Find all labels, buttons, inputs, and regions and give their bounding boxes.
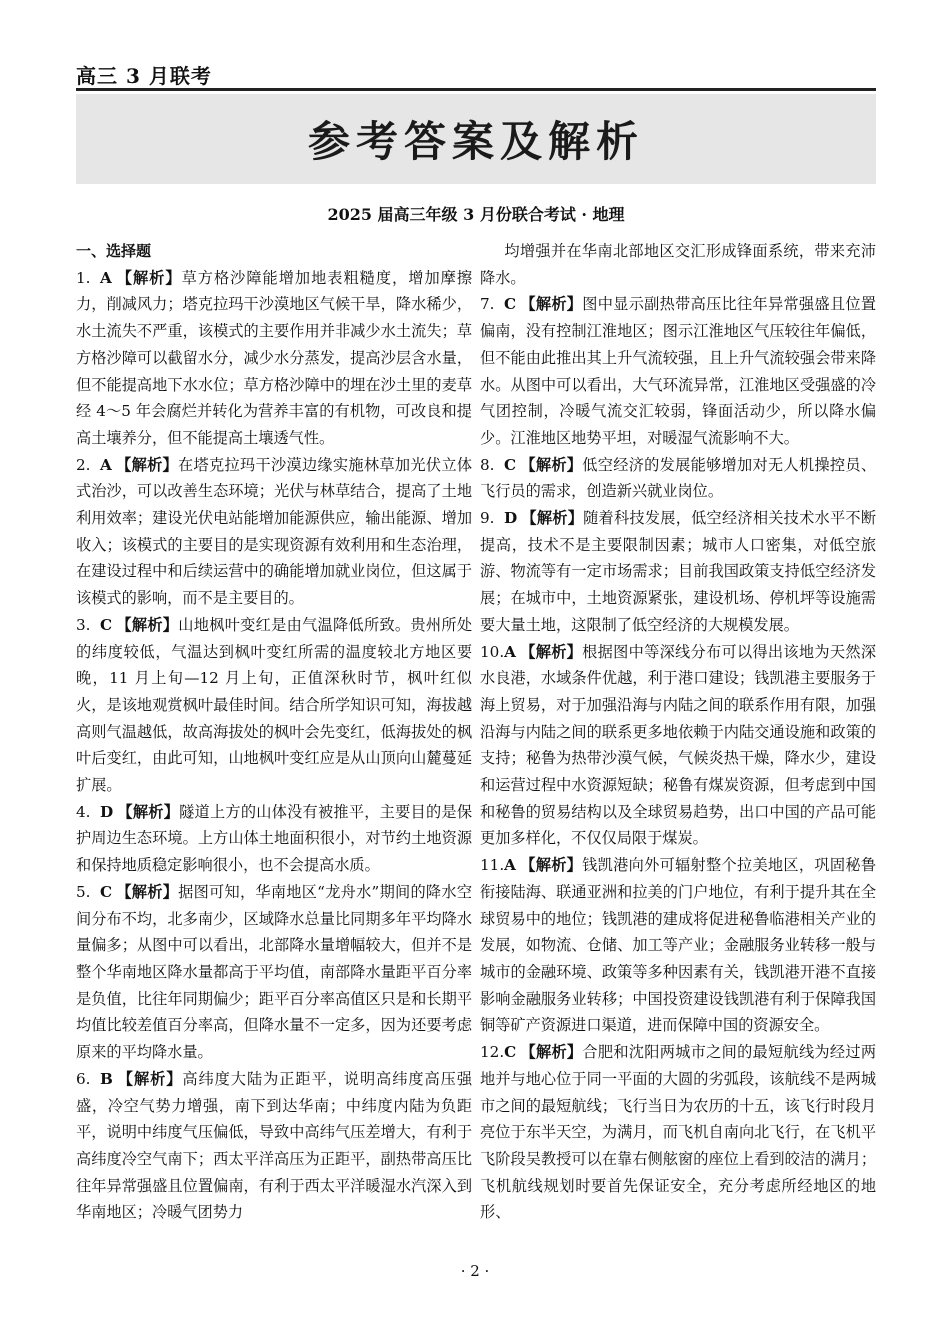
- answer-item-11: [480, 852, 876, 1039]
- item-number: 9.: [480, 509, 495, 528]
- analysis-tag: 【解析】: [519, 642, 583, 661]
- item-text: 草方格沙障能增加地表粗糙度，增加摩擦力，削减风力；塔克拉玛干沙漠地区气候干旱，降水稀少，水土流失不严重，该模式的主要作用并非减少水土流失；草方格沙障可以截留水分，减少水分蒸发，提高沙层含水量，但不能提高地下水水位；草方格沙障中的埋在沙土里的麦草经 4～5 年会腐烂并转化为营养丰富的有机物，可改良和提高土壤养分，但不能提高土壤透气性。: [76, 268, 473, 447]
- analysis-tag: 【解析】: [520, 1043, 583, 1062]
- answer-item-3: [76, 612, 472, 799]
- title-banner: [76, 94, 876, 184]
- answer-item-5: [76, 879, 472, 1066]
- answer-item-6-continued: [480, 238, 876, 291]
- item-text: 低空经济的发展能够增加对无人机操控员、飞行员的需求，创造新兴就业岗位。: [480, 455, 877, 501]
- item-text: 据图可知，华南地区“龙舟水”期间的降水空间分布不均，北多南少，区域降水总量比同期多年平均降水量偏多；从图中可以看出，北部降水量增幅较大，但并不是整个华南地区降水量都高于平均值，南部降水量距平百分率是负值，比往年同期偏少；距平百分率高值区只是和长期平均值比较差值百分率高，但降水量不一定多，因为还要考虑原来的平均降水量。: [76, 882, 473, 1062]
- analysis-tag: 【解析】: [116, 882, 179, 901]
- answer-item-12: [480, 1039, 876, 1226]
- item-answer: C: [100, 882, 113, 901]
- item-answer: D: [100, 802, 114, 821]
- item-answer: A: [100, 268, 112, 287]
- item-number: 10.: [480, 642, 505, 661]
- answer-item-7: [480, 291, 876, 451]
- item-answer: C: [504, 295, 517, 314]
- item-number: 2.: [76, 455, 91, 474]
- item-text: 随着科技发展，低空经济相关技术水平不断提高，技术不是主要限制因素；城市人口密集，对低空旅游、物流等有一定市场需求；目前我国政策支持低空经济发展；在城市中，土地资源紧张，建设机场、停机坪等设施需要大量土地，这限制了低空经济的大规模发展。: [480, 509, 877, 634]
- answer-item-10: [480, 639, 876, 853]
- answer-item-2: [76, 452, 472, 612]
- answer-item-8: [480, 452, 876, 505]
- item-answer: A: [504, 642, 516, 661]
- item-text: 根据图中等深线分布可以得出该地为天然深水良港，水域条件优越，利于港口建设；钱凯港主要服务于海上贸易，对于加强沿海与内陆之间的联系作用有限，加强沿海与内陆之间的联系更多地依赖于内陆交通设施和政策的支持；秘鲁为热带沙漠气候，气候炎热干燥，降水少，建设和运营过程中水资源短缺；秘鲁有煤炭资源，但考虑到中国和秘鲁的贸易结构以及全球贸易趋势，出口中国的产品可能更加多样化，不仅仅局限于煤炭。: [480, 642, 877, 848]
- item-answer: C: [504, 1043, 517, 1062]
- analysis-tag: 【解析】: [521, 509, 584, 528]
- item-text: 钱凯港向外可辐射整个拉美地区，巩固秘鲁衔接陆海、联通亚洲和拉美的门户地位，有利于提升其在全球贸易中的地位；钱凯港的建成将促进秘鲁临港相关产业的发展，如物流、仓储、加工等产业；金融服务业转移一般与城市的金融环境、政策等多种因素有关，钱凯港开港不直接影响金融服务业转移；中国投资建设钱凯港有利于保障我国铜等矿产资源进口渠道，进而保障中国的资源安全。: [480, 856, 877, 1035]
- page-number: · 2 ·: [460, 1262, 490, 1280]
- header-rule: [76, 88, 876, 91]
- analysis-tag: 【解析】: [519, 856, 583, 875]
- right-column: [480, 238, 876, 1226]
- item-answer: C: [504, 455, 517, 474]
- item-number: 5.: [76, 882, 91, 901]
- item-answer: A: [504, 856, 516, 875]
- section-title: 一、选择题: [76, 242, 152, 260]
- item-text: 合肥和沈阳两城市之间的最短航线为经过两地并与地心位于同一平面的大圆的劣弧段，该航线不是两城市之间的最短航线；飞行当日为农历的十五，该飞行时段月亮位于东半天空，为满月，而飞机自南向北飞行，在飞机平飞阶段吴教授可以在靠右侧舷窗的座位上看到皎洁的满月；飞机航线规划时要首先保证安全，充分考虑所经地区的地形、: [480, 1043, 877, 1222]
- analysis-tag: 【解析】: [116, 615, 179, 634]
- item-answer: D: [504, 509, 518, 528]
- item-number: 7.: [480, 295, 495, 314]
- item-number: 6.: [76, 1069, 91, 1088]
- answer-item-1: [76, 265, 472, 452]
- left-column: [76, 238, 472, 1226]
- answer-item-6: [76, 1066, 472, 1226]
- exam-subtitle: 2025 届高三年级 3 月份联合考试 · 地理: [327, 205, 625, 224]
- item-answer: A: [100, 455, 112, 474]
- item-text: 在塔克拉玛干沙漠边缘实施林草加光伏立体式治沙，可以改善生态环境；光伏与林草结合，提高了土地利用效率；建设光伏电站能增加能源供应，输出能源、增加收入；该模式的主要目的是实现资源有效利用和生态治理，在建设过程中和后续运营中的确能增加就业岗位，但这属于该模式的影响，而不是主要目的。: [76, 455, 473, 608]
- analysis-tag: 【解析】: [117, 802, 180, 821]
- item-number: 11.: [480, 856, 505, 875]
- item-text: 高纬度大陆为正距平，说明高纬度高压强盛，冷空气势力增强，南下到达华南；中纬度内陆为负距平，说明中纬度气压偏低，导致中高纬气压差增大，有利于高纬度冷空气南下；西太平洋高压为正距平，副热带高压比往年异常强盛且位置偏南，有利于西太平洋暖湿水汽深入到华南地区；冷暖气团势力: [76, 1069, 473, 1222]
- exam-header-label: 高三 3 月联考: [76, 64, 212, 88]
- item-answer: B: [100, 1069, 113, 1088]
- item-answer: C: [100, 615, 113, 634]
- analysis-tag: 【解析】: [520, 455, 583, 474]
- analysis-tag: 【解析】: [115, 455, 179, 474]
- item-text: 山地枫叶变红是由气温降低所致。贵州所处的纬度较低，气温达到枫叶变红所需的温度较北方地区要晚，11 月上旬—12 月上旬，正值深秋时节，枫叶红似火，是该地观赏枫叶最佳时间。结合所学知识可知，海拔越高则气温越低，故高海拔处的枫叶会先变红，低海拔处的枫叶后变红，由此可知，山地枫叶变红应是从山顶向山麓蔓延扩展。: [76, 615, 473, 795]
- analysis-tag: 【解析】: [115, 268, 182, 287]
- item-number: 12.: [480, 1043, 505, 1062]
- answer-item-4: [76, 799, 472, 879]
- page-title: 参考答案及解析: [307, 117, 644, 166]
- item-number: 4.: [76, 802, 91, 821]
- analysis-tag: 【解析】: [116, 1069, 183, 1088]
- item-number: 3.: [76, 615, 91, 634]
- item-number: 8.: [480, 455, 495, 474]
- analysis-tag: 【解析】: [520, 295, 583, 314]
- item-text: 隧道上方的山体没有被推平，主要目的是保护周边生态环境。上方山体土地面积很小，对节约土地资源和保持地质稳定影响很小，也不会提高水质。: [76, 802, 473, 875]
- item-number: 1.: [76, 268, 91, 287]
- item-text: 图中显示副热带高压比往年异常强盛且位置偏南，没有控制江淮地区；图示江淮地区气压较往年偏低，但不能由此推出其上升气流较强，且上升气流较强会带来降水。从图中可以看出，大气环流异常，江淮地区受强盛的冷气团控制，冷暖气流交汇较弱，锋面活动少，所以降水偏少。江淮地区地势平坦，对暖湿气流影响不大。: [480, 295, 877, 447]
- item-text: 均增强并在华南北部地区交汇形成锋面系统，带来充沛降水。: [480, 242, 876, 287]
- answer-item-9: [480, 505, 876, 639]
